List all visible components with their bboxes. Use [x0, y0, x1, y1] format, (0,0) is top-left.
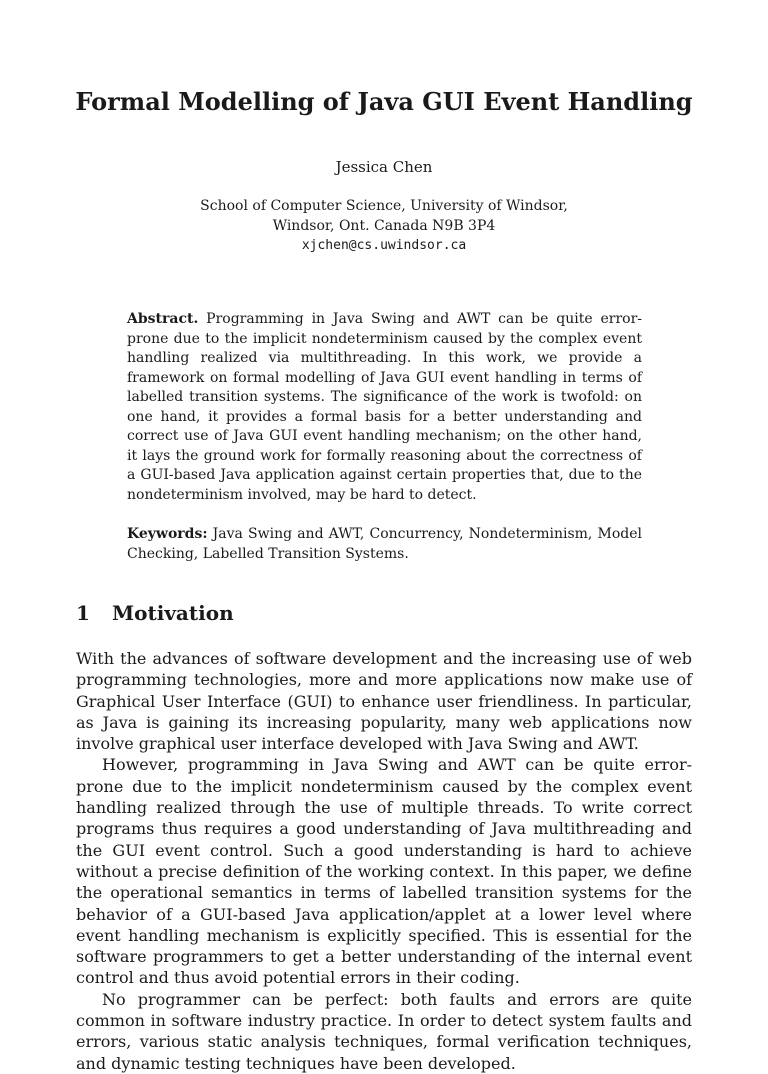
keywords-text: Java Swing and AWT, Concurrency, Nondeterminism, Model Checking, Labelled Transition Systems.	[127, 526, 643, 562]
paragraph: No programmer can be perfect: both faults and errors are quite common in software industry practice. In order to detect system faults and errors, various static analysis techniques, formal verification techniques, and dynamic testing techniques have been developed.	[76, 989, 692, 1073]
abstract-text: Programming in Java Swing and AWT can be quite error-prone due to the implicit nondeterminism caused by the complex event handling realized via multithreading. In this work, we provide a framework on formal modelling of Java GUI event handling in terms of labelled transition systems. The significance of the work is twofold: on one hand, it provides a formal basis for a better understanding and correct use of Java GUI event handling mechanism; on the other hand, it lays the ground work for formally reasoning about the correctness of a GUI-based Java application against certain properties that, due to the nondeterminism involved, may be hard to detect.	[127, 311, 643, 503]
author-name: Jessica Chen	[335, 158, 433, 176]
paragraph: However, programming in Java Swing and AWT can be quite error-prone due to the implicit nondeterminism caused by the complex event handling realized through the use of multiple threads. To write correct programs thus requires a good understanding of Java multithreading and the GUI event control. Such a good understanding is hard to achieve without a precise definition of the working context. In this paper, we define the operational semantics in terms of labelled transition systems for the behavior of a GUI-based Java application/applet at a lower level where event handling mechanism is explicitly specified. This is essential for the software programmers to get a better understanding of the internal event control and thus avoid potential errors in their coding.	[76, 755, 692, 988]
author-email: xjchen@cs.uwindsor.ca	[301, 238, 467, 253]
abstract	[127, 310, 642, 505]
paper-title: Formal Modelling of Java GUI Event Handling	[75, 87, 693, 116]
section-title: Motivation	[112, 601, 234, 625]
keywords	[127, 525, 642, 564]
affiliation-line-2: Windsor, Ont. Canada N9B 3P4	[272, 218, 496, 234]
section-body	[76, 648, 692, 1074]
abstract-label: Abstract.	[127, 311, 199, 327]
section-heading	[76, 600, 234, 626]
keywords-label: Keywords:	[127, 526, 208, 542]
section-number: 1	[76, 601, 90, 625]
affiliation-block	[0, 196, 768, 256]
affiliation-line-1: School of Computer Science, University of Windsor,	[200, 198, 568, 214]
paragraph: With the advances of software development and the increasing use of web programming technologies, more and more applications now make use of Graphical User Interface (GUI) to enhance user friendliness. In particular, as Java is gaining its increasing popularity, many web applications now involve graphical user interface developed with Java Swing and AWT.	[76, 649, 692, 754]
